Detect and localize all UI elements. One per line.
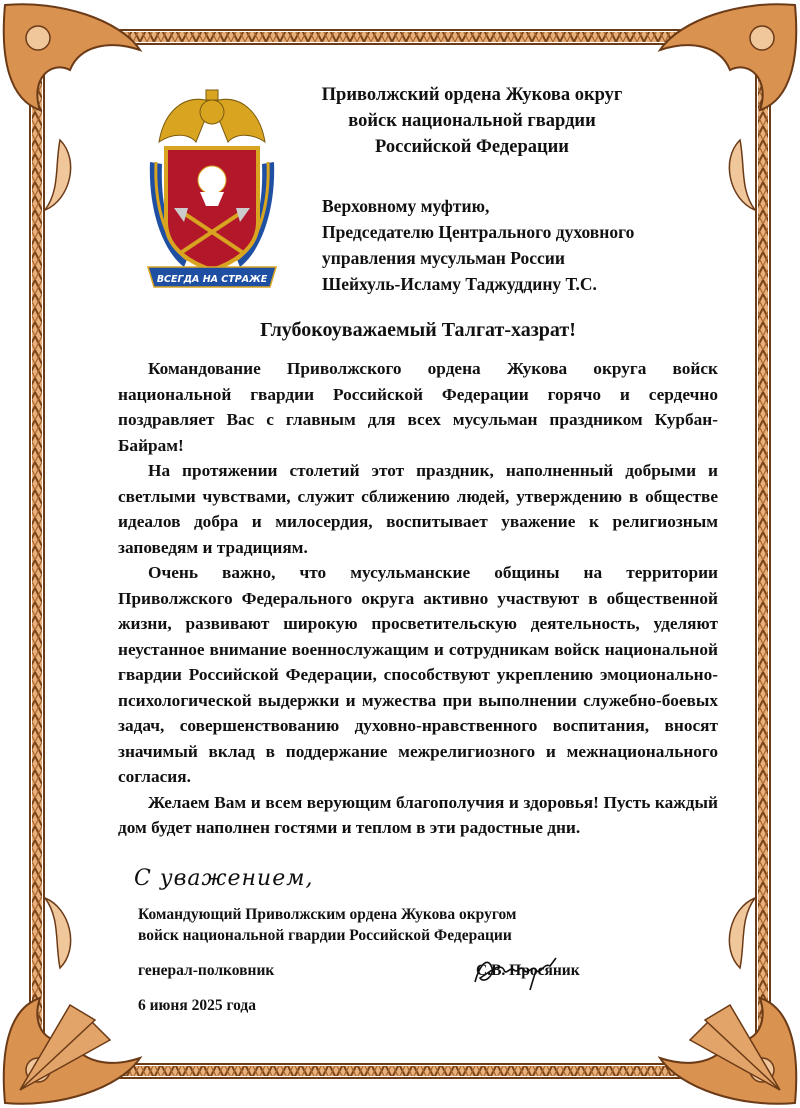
letter-body [118,356,718,841]
addressee-line-1: Верховному муфтию, [322,196,490,216]
organization-header [272,82,672,160]
paragraph-2: На протяжении столетий этот праздник, наполненный добрыми и светлыми чувствами, служит сближению людей, утверждению в обществе идеалов добра и милосердия, воспитывает уважение к религиозным заповедям и традициям. [118,461,718,557]
letter-date: 6 июня 2025 года [138,997,257,1014]
addressee-line-2: Председателю Центрального духовного [322,222,635,242]
addressee-line-4: Шейхуль-Исламу Таджуддину Т.С. [322,274,597,294]
org-line-3: Российской Федерации [375,137,569,157]
greeting: Глубокоуважаемый Талгат-хазрат! [260,319,576,341]
closing-script: С уважением, [134,866,314,891]
signer-rank: генерал-полковник [138,962,275,979]
signer-name: С.В. Просяник [476,962,580,979]
signer-title-line-2: войск национальной гвардии Российской Федерации [138,927,512,944]
paragraph-1: Командование Приволжского ордена Жукова округа войск национальной гвардии Российской Федерации горячо и сердечно поздравляет Вас с главным для всех мусульман праздником Курбан-Байрам! [118,359,718,455]
addressee-line-3: управления мусульман России [322,248,565,268]
signer-title-line-1: Командующий Приволжским ордена Жукова округом [138,906,517,923]
paragraph-4: Желаем Вам и всем верующим благополучия и здоровья! Пусть каждый дом будет наполнен гостями и теплом в эти радостные дни. [118,792,718,837]
org-line-1: Приволжский ордена Жукова округ [321,85,623,105]
emblem-motto: ВСЕГДА НА СТРАЖЕ [156,274,268,285]
addressee-block [322,193,722,297]
org-line-2: войск национальной гвардии [348,111,596,131]
paragraph-3: Очень важно, что мусульманские общины на территории Приволжского Федерального округа активно участвуют в общественной жизни, развивают широкую просветительскую деятельность, уделяют неустанное внимание военнослужащим и сотрудникам войск национальной гвардии Российской Федерации, способствуют укреплению эмоционально-психологической выдержки и мужества при выполнении служебно-боевых задач, совершенствованию духовно-нравственного воспитания, вносят значимый вклад в поддержание межрелигиозного и межнационального согласия. [118,563,718,786]
signer-title [138,904,698,946]
rosgvardia-emblem-icon [144,82,280,292]
